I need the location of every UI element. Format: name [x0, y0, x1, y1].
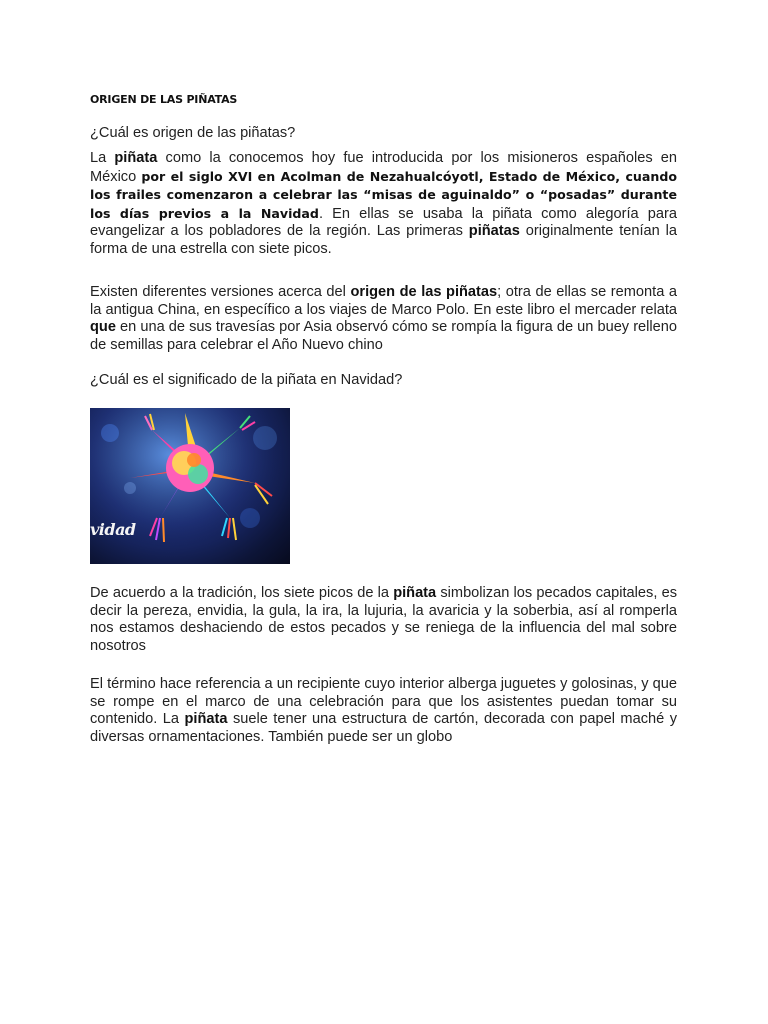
- document-title: ORIGEN DE LAS PIÑATAS: [90, 93, 238, 106]
- question-origin: ¿Cuál es origen de las piñatas?: [90, 125, 296, 141]
- bold-run: piñata: [114, 150, 158, 166]
- text-run: como la conocemos hoy fue introducida por los misioneros españoles en México: [90, 150, 677, 185]
- text-run: Existen diferentes versiones acerca del: [90, 284, 351, 300]
- text-run: suele tener una estructura de cartón, decorada con papel maché y diversas ornamentaciones. También puede ser un globo: [90, 711, 677, 745]
- text-run: simbolizan los pecados capitales, es decir la pereza, envidia, la gula, la ira, la lujuria, la avaricia y la soberbia, así al romperla nos estamos deshaciendo de estos pecados y se reniega de la influencia del mal sobre nosotros: [90, 585, 677, 654]
- text-run: originalmente tenían la forma de una estrella con siete picos.: [90, 223, 677, 257]
- bold-run: por el siglo XVI en Acolman de Nezahualcóyotl, Estado de México, cuando los frailes comenzaron a celebrar las “misas de aguinaldo” o “posadas” durante los días previos a la Navidad: [90, 168, 678, 221]
- text-run: ; otra de ellas se remonta a la antigua China, en específico a los viajes de Marco Polo. En este libro el mercader relata: [90, 284, 677, 318]
- paragraph-introduction: [90, 150, 677, 259]
- bold-run: piñatas: [468, 223, 520, 240]
- text-run: La: [90, 150, 115, 166]
- bold-run: que: [90, 319, 116, 336]
- bold-run: piñata: [393, 585, 437, 601]
- bold-run: piñata: [184, 711, 228, 728]
- pinata-illustration: [90, 408, 290, 564]
- bold-run: origen de las piñatas: [350, 284, 498, 300]
- paragraph-definition: [90, 676, 677, 746]
- text-run: El término hace referencia a un recipiente cuyo interior alberga juguetes y golosinas, y que se rompe en el marco de una celebración para que los asistentes puedan tomar su contenido. La: [90, 676, 677, 728]
- text-run: De acuerdo a la tradición, los siete picos de la: [90, 585, 394, 601]
- pinata-photo: [90, 408, 290, 564]
- text-run: . En ellas se usaba la piñata como alegoría para evangelizar a los pobladores de la región. Las primeras: [90, 205, 677, 240]
- navidad-logo: vidad: [90, 520, 136, 539]
- text-run: en una de sus travesías por Asia observó cómo se rompía la figura de un buey relleno de semillas para celebrar el Año Nuevo chino: [90, 319, 677, 353]
- paragraph-versions: [90, 284, 677, 354]
- paragraph-meaning: [90, 585, 677, 655]
- question-meaning: ¿Cuál es el significado de la piñata en Navidad?: [90, 372, 403, 388]
